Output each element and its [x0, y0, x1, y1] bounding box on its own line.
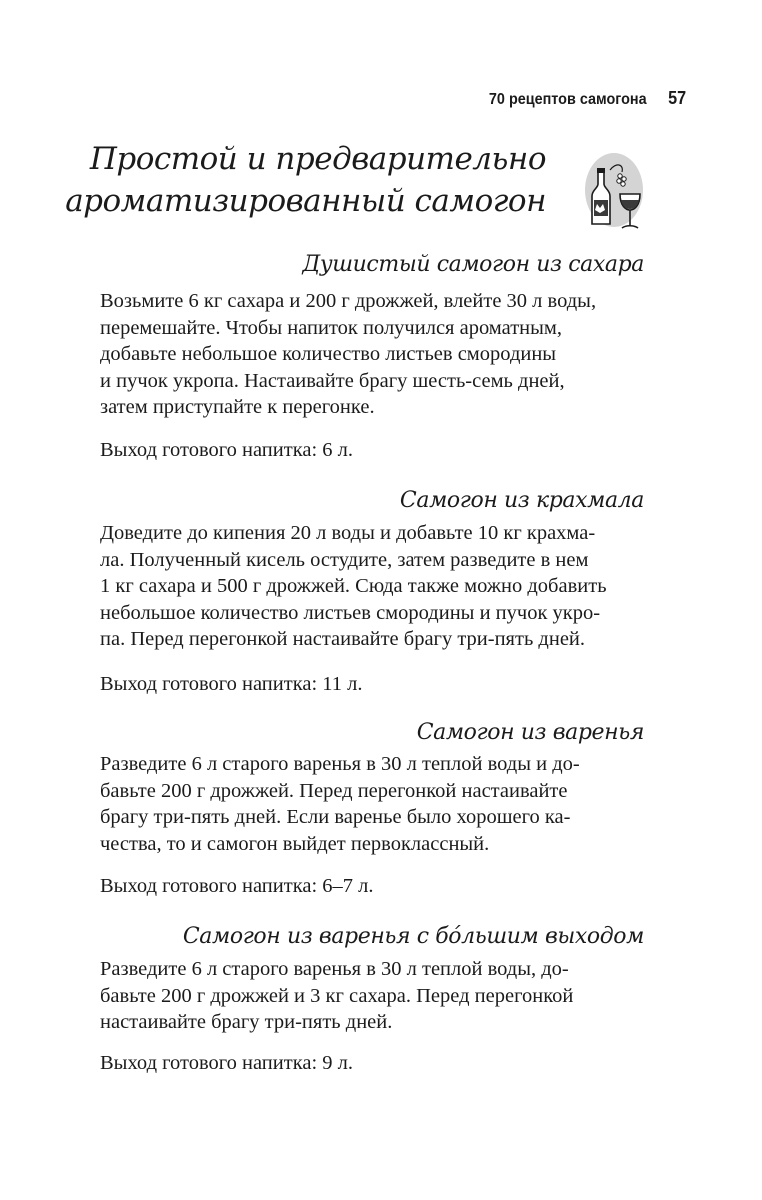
chapter-title [65, 138, 546, 222]
chapter-title-line-1: Простой и предварительно [89, 141, 546, 177]
recipe-yield-3: Выход готового напитка: 6–7 л. [100, 875, 374, 897]
recipe-yield-1: Выход готового напитка: 6 л. [100, 439, 354, 461]
recipe-2-line: па. Перед перегонкой настаивайте брагу три-пять дней. [100, 628, 586, 651]
recipe-1-line: перемешайте. Чтобы напиток получился ароматным, [100, 316, 563, 339]
recipe-2-line: ла. Полученный кисель остудите, затем разведите в нем [100, 548, 589, 571]
recipe-title-3: Самогон из варенья [416, 720, 644, 745]
recipe-4-line: Разведите 6 л старого варенья в 30 л теплой воды, до- [100, 958, 569, 980]
recipe-1-line: затем приступайте к перегонке. [100, 396, 375, 419]
recipe-title-4: Самогон из варенья с бóльшим выходом [182, 924, 644, 949]
recipe-3-line: чества, то и самогон выйдет первоклассный. [100, 832, 490, 855]
recipe-text-2 [100, 520, 660, 653]
recipe-4-line: настаивайте брагу три-пять дней. [100, 1011, 393, 1034]
recipe-2-line: Доведите до кипения 20 л воды и добавьте 10 кг крахма- [100, 522, 596, 544]
recipe-2-line: небольшое количество листьев смородины и пучок укро- [100, 601, 601, 624]
bottle-and-wineglass-icon [580, 150, 650, 238]
recipe-2-line: 1 кг сахара и 500 г дрожжей. Сюда также можно добавить [100, 575, 607, 598]
recipe-3-line: бавьте 200 г дрожжей. Перед перегонкой настаивайте [100, 779, 568, 802]
recipe-text-1 [100, 288, 660, 421]
recipe-4-line: бавьте 200 г дрожжей и 3 кг сахара. Перед перегонкой [100, 984, 574, 1007]
recipe-1-line: добавьте небольшое количество листьев смородины [100, 343, 557, 366]
recipe-1-line: и пучок укропа. Настаивайте брагу шесть-семь дней, [100, 369, 565, 392]
page-number: 57 [667, 88, 686, 108]
recipe-text-3 [100, 751, 660, 857]
recipe-3-line: Разведите 6 л старого варенья в 30 л теплой воды и до- [100, 753, 580, 775]
recipe-yield-2: Выход готового напитка: 11 л. [100, 673, 363, 695]
recipe-text-4 [100, 956, 660, 1036]
recipe-yield-4: Выход готового напитка: 9 л. [100, 1052, 354, 1074]
recipe-1-line: Возьмите 6 кг сахара и 200 г дрожжей, влейте 30 л воды, [100, 290, 597, 312]
book-title: 70 рецептов самогона [488, 91, 647, 108]
chapter-title-line-2: ароматизированный самогон [65, 183, 546, 219]
running-head [489, 88, 686, 109]
recipe-3-line: брагу три-пять дней. Если варенье было хорошего ка- [100, 806, 571, 829]
recipe-title-2: Самогон из крахмала [399, 488, 644, 513]
recipe-title-1: Душистый самогон из сахара [302, 252, 644, 277]
